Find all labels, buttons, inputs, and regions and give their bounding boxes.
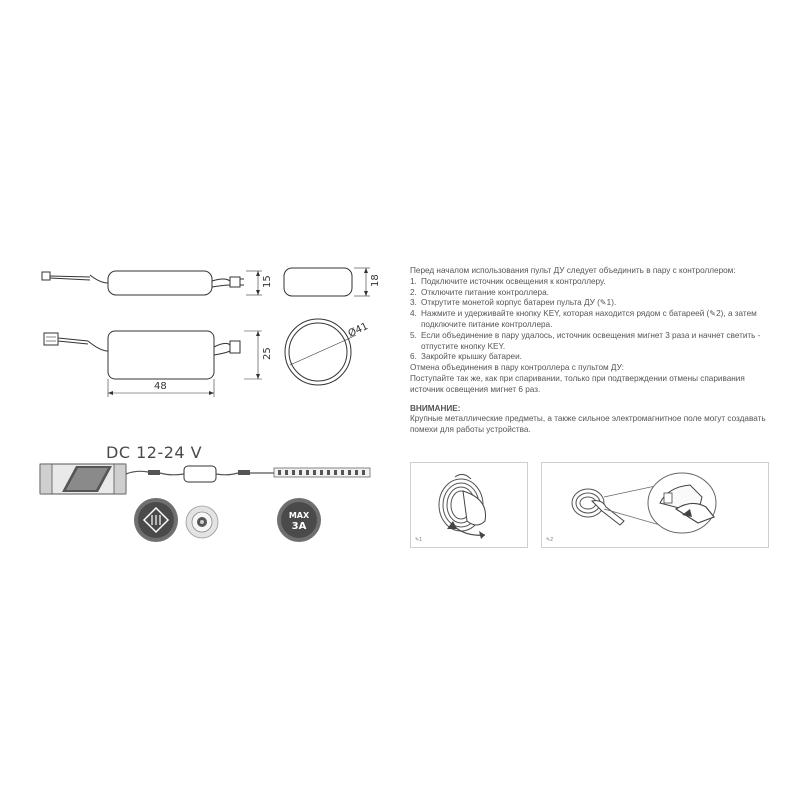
max-current-badge: [276, 497, 322, 543]
dimension-drawings: [30, 255, 390, 405]
cancel-text: Поступайте так же, как при спаривании, только при подтверждении отмены спаривания источник освещения мигнет 6 раз.: [410, 373, 745, 394]
step-2: 2. Отключите питание контроллера.: [410, 287, 549, 297]
class-iii-icon: [133, 497, 179, 543]
dim-top-height: 25: [262, 347, 273, 360]
puck-light-icon: [185, 505, 219, 539]
voltage-label: DC 12-24 V: [106, 443, 203, 462]
step-3: 3. Открутите монетой корпус батареи пульта ДУ (✎1).: [410, 298, 617, 308]
dim-side-height: 15: [262, 275, 273, 288]
dim-cap-height: 18: [370, 274, 381, 287]
pairing-instructions: [410, 266, 780, 436]
key-button-illustration: [542, 463, 768, 547]
figure-2-label: ✎2: [546, 537, 553, 543]
step-1: 1. Подключите источник освещения к контроллеру.: [410, 276, 606, 286]
figure-2: [541, 462, 769, 548]
max-badge-line2: 3A: [291, 521, 307, 532]
dim-cap-diameter: Ø41: [346, 321, 370, 340]
figure-1: [410, 462, 528, 548]
step-6: 6. Закройте крышку батареи.: [410, 352, 522, 362]
step-5: 5. Если объединение в пару удалось, источник освещения мигнет 3 раза и начнет светить - отпустите кнопку KEY.: [410, 330, 761, 351]
wiring-diagram: [36, 452, 376, 502]
warning-text: Крупные металлические предметы, а также сильное электромагнитное поле могут создавать помехи для работы устройства.: [410, 414, 766, 435]
cancel-title: Отмена объединения в пару контроллера с пультом ДУ:: [410, 363, 624, 373]
warning-title: ВНИМАНИЕ:: [410, 403, 461, 413]
figure-1-label: ✎1: [415, 537, 422, 543]
max-badge-line1: MAX: [288, 511, 310, 520]
intro-text: Перед началом использования пульт ДУ следует объединить в пару с контроллером:: [410, 266, 736, 275]
step-4: 4. Нажмите и удерживайте кнопку KEY, которая находится рядом с батареей (✎2), а затем подключите питание контроллера.: [410, 309, 757, 329]
battery-cover-illustration: [411, 463, 527, 547]
dim-length: 48: [154, 381, 167, 392]
